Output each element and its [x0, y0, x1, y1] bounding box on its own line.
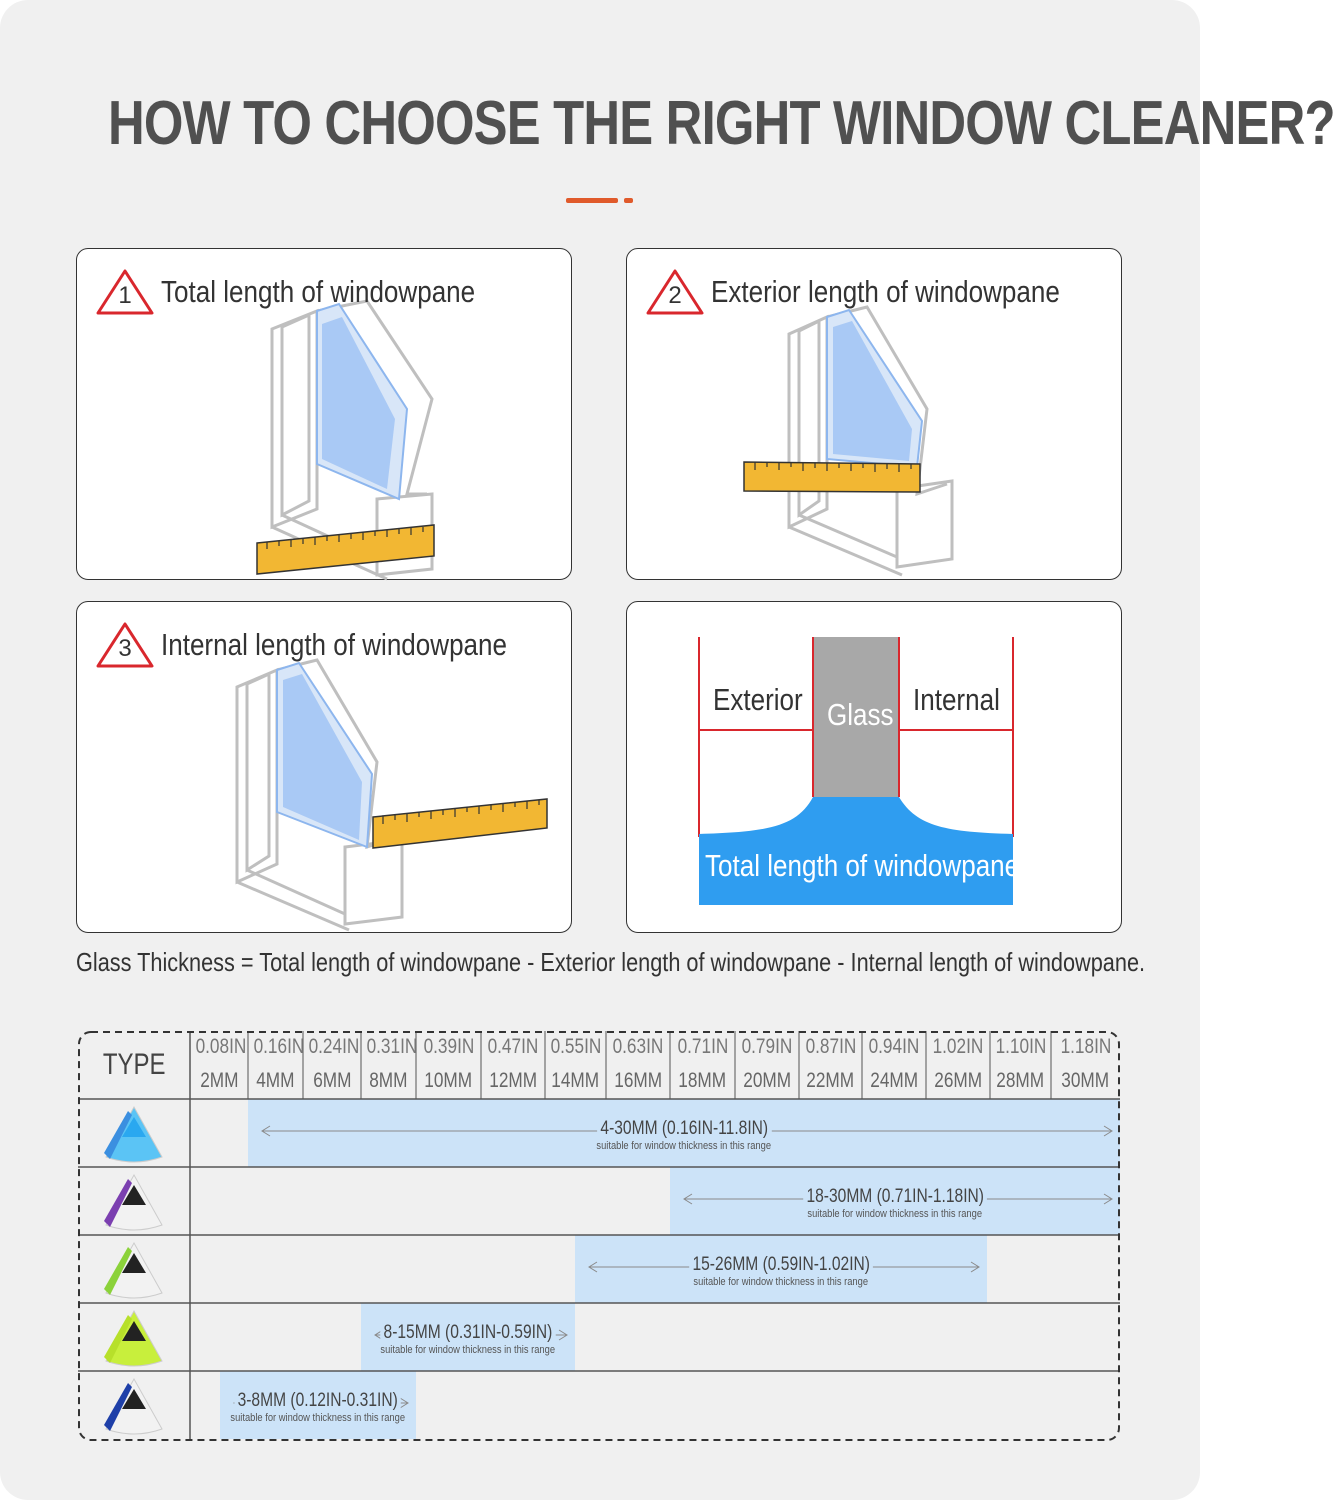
- header-inch: 0.87IN: [805, 1035, 856, 1058]
- header-inch: 1.02IN: [932, 1035, 984, 1058]
- header-inch: 0.31IN: [366, 1035, 418, 1058]
- header-mm: 14MM: [551, 1069, 600, 1092]
- card-exterior-length: [626, 248, 1122, 580]
- warning-triangle-icon: [95, 268, 157, 316]
- card-internal-length: [76, 601, 572, 933]
- header-mm: 6MM: [312, 1069, 352, 1092]
- range-note: suitable for window thickness in this range: [807, 1208, 983, 1220]
- range-note: suitable for window thickness in this range: [380, 1344, 556, 1356]
- formula-text: Glass Thickness = Total length of windowpane - Exterior length of windowpane - Internal length of windowpane.: [76, 947, 1146, 977]
- internal-label: Internal: [913, 682, 1000, 717]
- card-title: Exterior length of windowpane: [711, 274, 1060, 309]
- header-inch: 0.79IN: [741, 1035, 793, 1058]
- header-inch: 0.39IN: [423, 1035, 474, 1058]
- header-inch: 1.18IN: [1060, 1035, 1111, 1058]
- range-note: suitable for window thickness in this range: [596, 1140, 772, 1152]
- range-label: 18-30MM (0.71IN-1.18IN): [695, 1186, 1095, 1208]
- range-label: 15-26MM (0.59IN-1.02IN): [581, 1254, 981, 1276]
- header-mm: 30MM: [1061, 1069, 1110, 1092]
- warning-triangle-icon: [645, 268, 707, 316]
- lime-cleaner-icon: [104, 1311, 162, 1366]
- header-inch: 1.10IN: [995, 1035, 1047, 1058]
- header-inch: 0.55IN: [550, 1035, 602, 1058]
- header-mm: 4MM: [256, 1069, 295, 1092]
- card-header: [645, 267, 1126, 317]
- range-note: suitable for window thickness in this range: [230, 1412, 406, 1424]
- range-label: 4-30MM (0.16IN-11.8IN): [484, 1118, 884, 1140]
- header-mm: 22MM: [806, 1069, 855, 1092]
- card-title: Total length of windowpane: [161, 274, 476, 309]
- step-number: 1: [118, 282, 132, 309]
- header-inch: 0.24IN: [308, 1035, 360, 1058]
- range-label: 3-8MM (0.12IN-0.31IN): [118, 1390, 518, 1412]
- header-mm: 28MM: [996, 1069, 1045, 1092]
- step-number: 3: [118, 635, 132, 662]
- card-title: Internal length of windowpane: [161, 627, 508, 662]
- card-glass-diagram: [626, 601, 1122, 933]
- header-inch: 0.16IN: [253, 1035, 305, 1058]
- header-mm: 24MM: [870, 1069, 918, 1092]
- header-inch: 0.63IN: [612, 1035, 664, 1058]
- title-accent-dot: [624, 198, 633, 203]
- header-mm: 18MM: [678, 1069, 727, 1092]
- type-header: TYPE: [102, 1048, 166, 1081]
- header-inch: 0.71IN: [677, 1035, 728, 1058]
- header-mm: 26MM: [934, 1069, 982, 1092]
- purple-cleaner-icon: [104, 1175, 162, 1230]
- header-mm: 20MM: [743, 1069, 791, 1092]
- step-number: 2: [668, 282, 682, 309]
- header-mm: 2MM: [199, 1069, 239, 1092]
- header-inch: 0.94IN: [868, 1035, 920, 1058]
- header-mm: 10MM: [424, 1069, 473, 1092]
- header-inch: 0.47IN: [487, 1035, 539, 1058]
- glass-label: Glass: [827, 697, 894, 732]
- header-mm: 8MM: [369, 1069, 408, 1092]
- blue-cleaner-icon: [104, 1107, 162, 1162]
- header-mm: 16MM: [614, 1069, 662, 1092]
- range-note: suitable for window thickness in this range: [693, 1276, 869, 1288]
- title-accent-bar: [566, 198, 618, 203]
- card-header: [95, 267, 535, 317]
- type-table: [78, 1031, 1120, 1441]
- warning-triangle-icon: [95, 621, 157, 669]
- card-header: [95, 620, 573, 670]
- header-mm: 12MM: [489, 1069, 537, 1092]
- range-label: 8-15MM (0.31IN-0.59IN): [268, 1322, 668, 1344]
- exterior-label: Exterior: [713, 682, 803, 717]
- total-length-label: Total length of windowpane: [705, 848, 1020, 883]
- header-inch: 0.08IN: [195, 1035, 247, 1058]
- green-cleaner-icon: [104, 1243, 162, 1298]
- card-total-length: [76, 248, 572, 580]
- page-title: HOW TO CHOOSE THE RIGHT WINDOW CLEANER?: [108, 89, 1335, 158]
